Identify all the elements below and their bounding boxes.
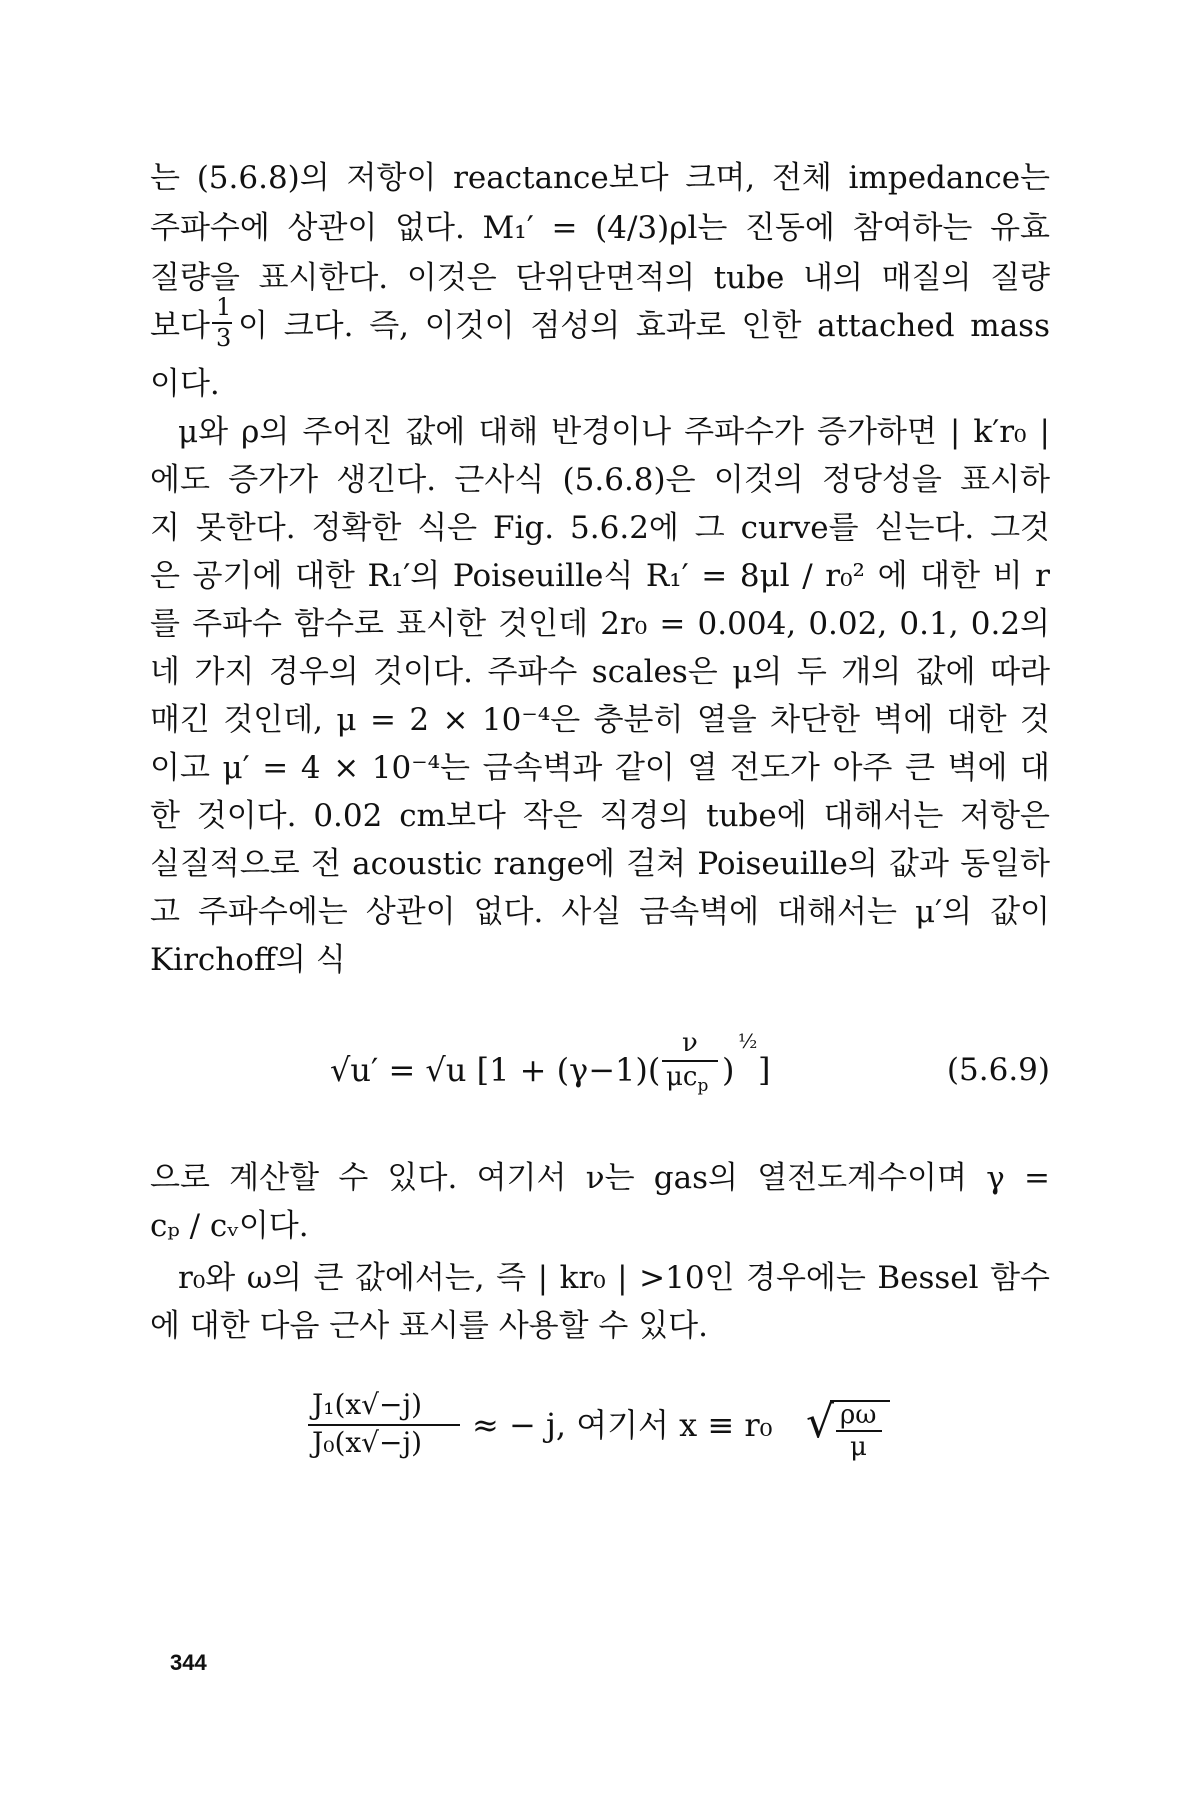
p3-line-1: 으로 계산할 수 있다. 여기서 ν는 gas의 열전도계수이며 γ = xyxy=(150,1160,1050,1196)
eq1-frac-denominator xyxy=(666,1064,708,1099)
equation-number: (5.6.9) xyxy=(946,1052,1050,1088)
eq1-den-sub: p xyxy=(697,1076,709,1097)
p2-line-9: 한 것이다. 0.02 cm보다 작은 직경의 tube에 대해서는 저항은 xyxy=(150,798,1050,834)
eq2-root-numerator: ρω xyxy=(840,1400,877,1430)
p2-line-11: 고 주파수에는 상관이 없다. 사실 금속벽에 대해서는 μ′의 값이 xyxy=(150,894,1050,930)
p2-line-8: 이고 μ′ = 4 × 10⁻⁴는 금속벽과 같이 열 전도가 아주 큰 벽에 대 xyxy=(150,750,1050,786)
p2-line-7: 매긴 것인데, μ = 2 × 10⁻⁴은 충분히 열을 차단한 벽에 대한 것 xyxy=(150,702,1050,738)
p3-line-2: cₚ / cᵥ이다. xyxy=(150,1208,309,1244)
p2-line-4: 은 공기에 대한 R₁′의 Poiseuille식 R₁′ = 8μl / r₀² 에 대한 비 r xyxy=(150,558,1050,594)
one-third-numerator: 1 xyxy=(216,293,232,321)
p1-line-4-pre: 보다 xyxy=(150,308,210,344)
p1-line-1: 는 (5.6.8)의 저항이 reactance보다 크며, 전체 impedance는 xyxy=(150,160,1050,196)
eq1-lhs: √u′ = √u [1 + (γ−1)( xyxy=(330,1051,661,1089)
p1-line-2: 주파수에 상관이 없다. M₁′ = (4/3)ρl는 진동에 참여하는 유효 xyxy=(150,210,1050,246)
p2-line-6: 네 가지 경우의 것이다. 주파수 scales은 μ의 두 개의 값에 따라 xyxy=(150,654,1050,690)
p1-line-4-post: 이 크다. 즉, 이것이 점성의 효과로 인한 attached mass xyxy=(238,308,1050,344)
p2-line-1: μ와 ρ의 주어진 값에 대해 반경이나 주파수가 증가하면 | k′r₀ | xyxy=(178,414,1050,450)
eq1-exponent: ½ xyxy=(738,1029,758,1053)
eq1-close: ] xyxy=(758,1051,771,1089)
eq2-root-sign: √ xyxy=(806,1397,835,1448)
eq2-denominator: J₀(x√−j) xyxy=(312,1426,423,1459)
p2-line-3: 지 못한다. 정확한 식은 Fig. 5.6.2에 그 curve를 싣는다. 그것 xyxy=(150,510,1050,546)
one-third-denominator: 3 xyxy=(216,324,232,352)
eq2-middle: ≈ − j, 여기서 x ≡ r₀ xyxy=(472,1406,773,1444)
p2-line-10: 실질적으로 전 acoustic range에 걸쳐 Poiseuille의 값과 동일하 xyxy=(150,846,1050,882)
page-number: 344 xyxy=(170,1650,207,1675)
eq1-frac-numerator: ν xyxy=(682,1028,698,1058)
p1-line-3: 질량을 표시한다. 이것은 단위단면적의 tube 내의 매질의 질량 xyxy=(150,260,1050,296)
p2-line-5: 를 주파수 함수로 표시한 것인데 2r₀ = 0.004, 0.02, 0.1, 0.2의 xyxy=(150,606,1050,642)
p2-line-12: Kirchoff의 식 xyxy=(150,942,346,978)
p4-line-1: r₀와 ω의 큰 값에서는, 즉 | kr₀ | >10인 경우에는 Bessel 함수 xyxy=(178,1260,1050,1296)
p1-line-5: 이다. xyxy=(150,366,220,402)
eq1-rhs: ) xyxy=(722,1051,735,1089)
eq2-numerator: J₁(x√−j) xyxy=(312,1388,423,1421)
eq2-root-denominator: μ xyxy=(850,1432,867,1462)
eq1-den-main: μc xyxy=(666,1062,698,1092)
p2-line-2: 에도 증가가 생긴다. 근사식 (5.6.8)은 이것의 정당성을 표시하 xyxy=(150,462,1050,498)
p4-line-2: 에 대한 다음 근사 표시를 사용할 수 있다. xyxy=(150,1308,708,1344)
